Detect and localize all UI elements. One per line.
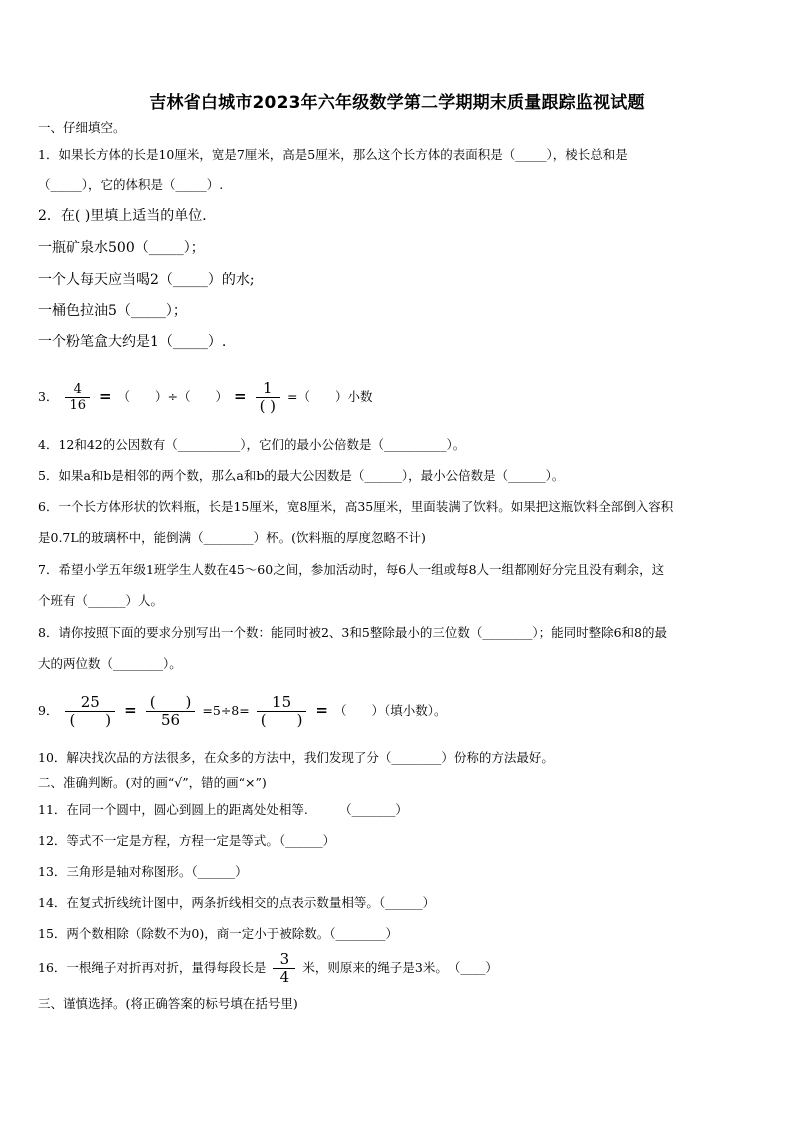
fraction-denominator: ( ) (69, 711, 112, 729)
fraction-15-blank (257, 694, 307, 729)
question-10: 10．解决找次品的方法很多，在众多的方法中，我们发现了分（________）份称的方法最好。 (38, 750, 554, 765)
fraction-numerator: 4 (73, 382, 82, 397)
question-9-number: 9． (38, 703, 59, 718)
fraction-blank-56 (146, 694, 196, 729)
fraction-25-blank (65, 694, 115, 729)
fraction-numerator: 3 (279, 950, 290, 968)
question-2: 2．在( )里填上适当的单位． (38, 208, 217, 224)
fraction-1-blank (256, 380, 280, 415)
question-13: 13．三角形是轴对称图形。（______） (38, 864, 248, 879)
question-15: 15．两个数相除（除数不为0)，商一定小于被除数。（________） (38, 926, 398, 941)
fraction-denominator: 4 (279, 968, 290, 986)
section-heading-2: 二、准确判断。(对的画“√”，错的画“×”) (38, 775, 267, 790)
fraction-denominator: 56 (161, 711, 181, 729)
question-11: 11．在同一个圆中，圆心到圆上的距离处处相等. （_______） (38, 802, 408, 817)
question-5: 5．如果a和b是相邻的两个数，那么a和b的最大公因数是（______），最小公倍数是（______）。 (38, 468, 565, 483)
question-12: 12．等式不一定是方程，方程一定是等式。（______） (38, 833, 336, 848)
fraction-denominator: ( ) (259, 397, 277, 415)
question-2-item-b: 一个人每天应当喝2（_____）的水; (38, 272, 255, 288)
equals-sign: = (98, 387, 112, 405)
question-3-number: 3． (38, 389, 59, 404)
division-expression: =5÷8= (202, 703, 250, 718)
question-16 (38, 950, 498, 986)
question-3 (38, 378, 373, 415)
question-2-item-d: 一个粉笔盒大约是1（_____）. (38, 334, 227, 350)
question-8-line-1: 8．请你按照下面的要求分别写出一个数：能同时被2、3和5整除最小的三位数（________）；能同时整除6和8的最 (38, 625, 667, 640)
question-6-line-2: 是0.7L的玻璃杯中，能倒满（________）杯。(饮料瓶的厚度忽略不计) (38, 530, 426, 545)
division-blanks: （ ）÷（ ） (117, 389, 229, 404)
question-1-line-2: （_____），它的体积是（_____）. (38, 177, 224, 192)
fraction-denominator: 16 (69, 398, 86, 413)
page-title: 吉林省白城市2023年六年级数学第二学期期末质量跟踪监视试题 (149, 93, 645, 113)
question-2-item-c: 一桶色拉油5（_____）； (38, 303, 187, 319)
fraction-4-16 (65, 382, 90, 413)
question-2-item-a: 一瓶矿泉水500（_____）； (38, 240, 205, 256)
section-heading-3: 三、谨慎选择。(将正确答案的标号填在括号里) (38, 996, 298, 1011)
question-1-line-1: 1．如果长方体的长是10厘米，宽是7厘米，高是5厘米，那么这个长方体的表面积是（_____），棱长总和是 (38, 147, 628, 162)
question-14: 14．在复式折线统计图中，两条折线相交的点表示数量相等。（______） (38, 895, 436, 910)
equals-sign: = (234, 387, 247, 405)
fraction-numerator: 1 (263, 379, 273, 397)
question-8-line-2: 大的两位数（________）。 (38, 656, 182, 671)
fraction-numerator: ( ) (149, 693, 192, 711)
equals-sign: = (315, 701, 328, 719)
fraction-numerator: 25 (80, 693, 100, 711)
fraction-3-4 (273, 951, 295, 986)
question-4: 4．12和42的公因数有（__________），它们的最小公倍数是（__________）。 (38, 437, 466, 452)
section-heading-1: 一、仔细填空。 (38, 120, 126, 135)
fraction-numerator: 15 (272, 693, 292, 711)
question-16-text-after: 米，则原来的绳子是3米。 （____） (302, 960, 498, 975)
equals-sign: = (124, 701, 137, 719)
question-6-line-1: 6．一个长方体形状的饮料瓶，长是15厘米，宽8厘米，高35厘米，里面装满了饮料。如果把这瓶饮料全部倒入容积 (38, 499, 674, 514)
question-9 (38, 690, 447, 731)
decimal-blank: （ ）（填小数）。 (333, 703, 447, 718)
question-7-line-1: 7．希望小学五年级1班学生人数在45～60之间，参加活动时，每6人一组或每8人一组都刚好分完且没有剩余，这 (38, 562, 665, 577)
fraction-denominator: ( ) (260, 711, 303, 729)
decimal-blank: =（ ）小数 (287, 389, 373, 404)
question-16-text-before: 16．一根绳子对折再对折，量得每段长是 (38, 960, 267, 975)
question-7-line-2: 个班有（______）人。 (38, 593, 164, 608)
